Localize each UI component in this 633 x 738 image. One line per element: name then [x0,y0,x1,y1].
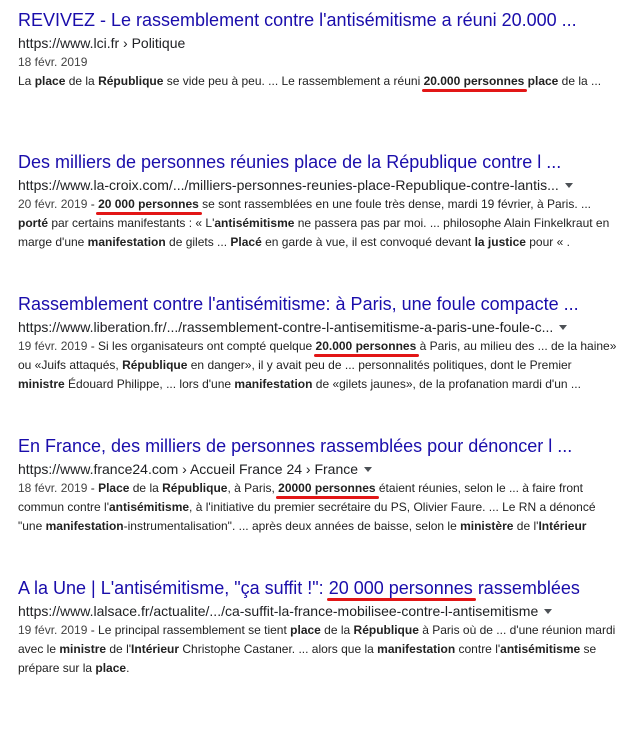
snippet-text: ministre [59,642,107,656]
snippet-text: - [87,481,99,495]
snippet-text: place [527,74,559,88]
snippet-text: étaient réunies, selon le ... à faire front commun contre l' [18,481,583,514]
snippet-text: de la ... [558,74,602,88]
result-date: 18 févr. 2019 [18,55,88,69]
result-title-text: Rassemblement contre l'antisémitisme: à Paris, une foule compacte ... [18,294,579,314]
result-title-text: A la Une | L'antisémitisme, "ça suffit !": [18,578,329,598]
result-url-text: https://www.france24.com › Accueil France 24 › France [18,461,359,477]
result-url [18,34,618,52]
search-results [18,9,618,719]
result-title-text-end: rassemblées [472,578,580,598]
result-url-text: https://www.lci.fr › Politique [18,35,186,51]
result-url [18,318,618,336]
result-snippet [18,195,618,252]
snippet-text: Intérieur [538,519,587,533]
snippet-text: ministre [18,377,65,391]
snippet-text: manifestation [45,519,124,533]
result-title-text: Des milliers de personnes réunies place de la République contre l ... [18,152,562,172]
snippet-text: . [126,661,130,675]
result-title-link[interactable] [18,435,572,457]
snippet-text: Placé [230,235,262,249]
snippet-text: République [353,623,419,637]
result-date: 19 févr. 2019 [18,623,88,637]
snippet-text: à Paris, au milieu des ... de la haine» ou «Juifs attaqués, [18,339,617,372]
snippet-text: se prépare sur la [18,642,597,675]
snippet-text: antisémitisme [109,500,190,514]
snippet-text: antisémitisme [214,216,295,230]
snippet-text: - Le principal rassemblement se tient [87,623,291,637]
snippet-text: La [18,74,35,88]
snippet-text: Intérieur [131,642,180,656]
result-title-text: REVIVEZ - Le rassemblement contre l'antisémitisme a réuni 20.000 ... [18,10,577,30]
dropdown-arrow-icon[interactable] [364,467,372,472]
snippet-text: porté [18,216,48,230]
snippet-text: - [87,197,99,211]
snippet-text: antisémitisme [500,642,581,656]
search-result [18,577,618,719]
snippet-text: République [122,358,188,372]
search-result [18,293,618,435]
snippet-text: place [95,661,127,675]
highlighted-count: 20.000 personnes [315,339,417,353]
result-title-link[interactable] [18,293,579,315]
title-highlight: 20 000 personnes [328,578,473,598]
result-snippet [18,337,618,394]
result-url-text: https://www.liberation.fr/.../rassemblement-contre-l-antisemitisme-a-paris-une-foule-c... [18,319,554,335]
snippet-text: - Si les organisateurs ont compté quelque [87,339,316,353]
snippet-text: de la [320,623,354,637]
result-url [18,602,618,620]
snippet-text: Édouard Philippe, ... lors d'une [64,377,235,391]
snippet-text: manifestation [87,235,166,249]
result-title-link[interactable] [18,9,577,31]
highlighted-count: 20.000 personnes [423,74,525,88]
snippet-text: de l' [106,642,132,656]
result-title-link[interactable] [18,577,580,599]
snippet-text: Place [98,481,130,495]
result-snippet [18,621,618,678]
snippet-text: , à Paris, [227,481,279,495]
result-url-text: https://www.lalsace.fr/actualite/.../ca-suffit-la-france-mobilisee-contre-l-antisemitisme [18,603,539,619]
snippet-text: -instrumentalisation". ... après deux années de baisse, selon le [123,519,461,533]
dropdown-arrow-icon[interactable] [565,183,573,188]
snippet-text: de la [65,74,99,88]
result-date: 18 févr. 2019 [18,481,88,495]
snippet-text: République [162,481,228,495]
result-title-text: En France, des milliers de personnes rassemblées pour dénoncer l ... [18,436,573,456]
snippet-text: de gilets ... [165,235,231,249]
snippet-text: en danger», il y avait peu de ... personnalités politiques, dont le Premier [187,358,572,372]
snippet-text: pour « . [525,235,570,249]
snippet-text: manifestation [234,377,313,391]
result-date: 19 févr. 2019 [18,339,88,353]
snippet-text: ministère [460,519,514,533]
highlighted-count: 20000 personnes [278,481,376,495]
dropdown-arrow-icon[interactable] [559,325,567,330]
snippet-text: place [34,74,66,88]
snippet-text: contre l' [455,642,501,656]
snippet-text: se vide peu à peu. ... Le rassemblement a réuni [163,74,424,88]
snippet-text: ne passera pas par moi. ... philosophe Alain Finkelkraut en marge d'une [18,216,610,249]
snippet-text: de la [129,481,163,495]
result-date: 20 févr. 2019 [18,197,88,211]
result-url [18,176,618,194]
snippet-text: Christophe Castaner. ... alors que la [179,642,378,656]
search-result [18,151,618,293]
snippet-text: à Paris où de ... d'une réunion mardi avec le [18,623,616,656]
snippet-text: la justice [474,235,526,249]
snippet-text: , à l'initiative du premier secrétaire du PS, Olivier Faure. ... Le RN a dénoncé "une [18,500,596,533]
search-result [18,435,618,577]
snippet-text: par certains manifestants : « L' [48,216,215,230]
snippet-text: manifestation [377,642,456,656]
result-snippet [18,53,618,91]
snippet-text: de «gilets jaunes», de la profanation mardi d'un ... [312,377,581,391]
search-result [18,9,618,151]
snippet-text: République [98,74,164,88]
snippet-text: se sont rassemblées en une foule très dense, mardi 19 février, à Paris. ... [198,197,591,211]
result-url [18,460,618,478]
result-url-text: https://www.la-croix.com/.../milliers-personnes-reunies-place-Republique-contre-lantis... [18,177,559,193]
result-snippet [18,479,618,536]
snippet-text: place [290,623,321,637]
snippet-text: en garde à vue, il est convoqué devant [261,235,475,249]
snippet-text: de l' [513,519,539,533]
dropdown-arrow-icon[interactable] [544,609,552,614]
result-title-link[interactable] [18,151,561,173]
highlighted-count: 20 000 personnes [98,197,199,211]
